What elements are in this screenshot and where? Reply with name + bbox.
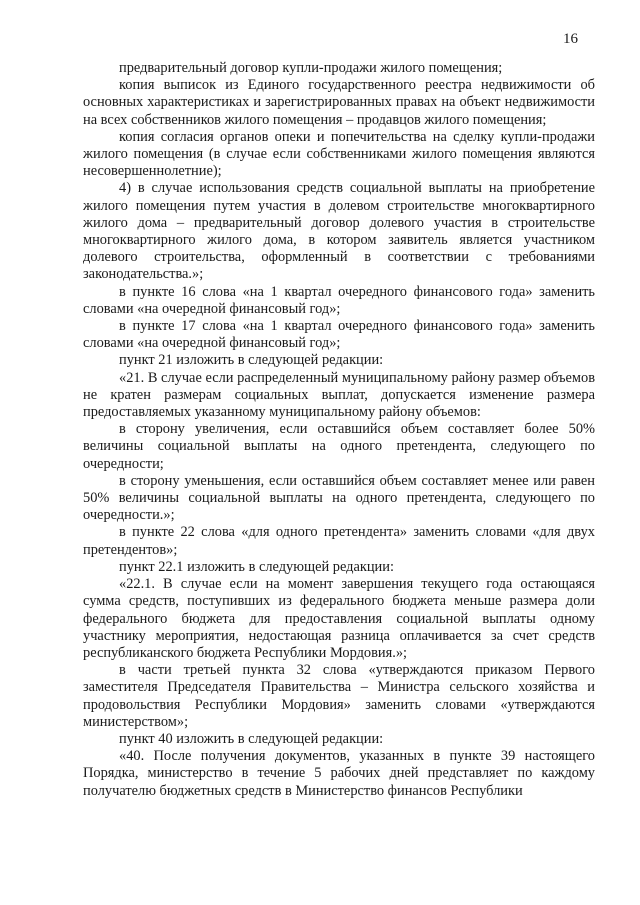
paragraph: в сторону уменьшения, если оставшийся объем составляет менее или равен 50% величины социальной выплаты на одного претендента, следующего по очередности.»; [83,472,595,524]
paragraph: «21. В случае если распределенный муниципальному району размер объемов не кратен размерам социальных выплат, допускается изменение размера предоставляемых указанному муниципальному району объемов: [83,369,595,421]
paragraph: «22.1. В случае если на момент завершения текущего года остающаяся сумма средств, поступивших из федерального бюджета меньше размера доли федерального бюджета для предоставления социальной выплаты одному участнику мероприятия, недостающая разница оплачивается за счет средств республиканского бюджета Республики Мордовия.»; [83,576,595,661]
paragraph: в пункте 22 слова «для одного претендента» заменить словами «для двух претендентов»; [83,524,595,558]
paragraph: пункт 40 изложить в следующей редакции: [119,730,384,747]
paragraph: в части третьей пункта 32 слова «утверждаются приказом Первого заместителя Председателя Правительства – Министра сельского хозяйства и продовольствия Республики Мордовия» заменить словами «утверждаются министерством»; [83,662,595,730]
document-body [83,60,595,800]
paragraph: пункт 21 изложить в следующей редакции: [119,352,384,369]
paragraph: предварительный договор купли-продажи жилого помещения; [119,60,503,76]
paragraph: копия согласия органов опеки и попечительства на сделку купли-продажи жилого помещения (в случае если собственниками жилого помещения являются несовершеннолетние); [83,128,595,180]
page-number: 16 [563,31,578,47]
paragraph: в пункте 16 слова «на 1 квартал очередного финансового года» заменить словами «на очередной финансовый год»; [83,283,595,317]
paragraph: «40. После получения документов, указанных в пункте 39 настоящего Порядка, министерство в течение 5 рабочих дней представляет по каждому получателю бюджетных средств в Министерство финансов Республики [83,748,595,799]
paragraph: пункт 22.1 изложить в следующей редакции: [119,558,394,575]
paragraph: в пункте 17 слова «на 1 квартал очередного финансового года» заменить словами «на очередной финансовый год»; [83,318,595,352]
paragraph: копия выписок из Единого государственного реестра недвижимости об основных характеристиках и зарегистрированных правах на объект недвижимости на всех собственников жилого помещения – продавцов жилого помещения; [83,77,595,128]
paragraph: в сторону увеличения, если оставшийся объем составляет более 50% величины социальной выплаты на одного претендента, следующего по очередности; [83,421,595,472]
paragraph: 4) в случае использования средств социальной выплаты на приобретение жилого помещения путем участия в долевом строительстве многоквартирного жилого дома – предварительный договор долевого участия в строительстве многоквартирного жилого дома, в котором заявитель является участником долевого строительства, оформленный в соответствии с требованиями законодательства.»; [83,180,595,283]
